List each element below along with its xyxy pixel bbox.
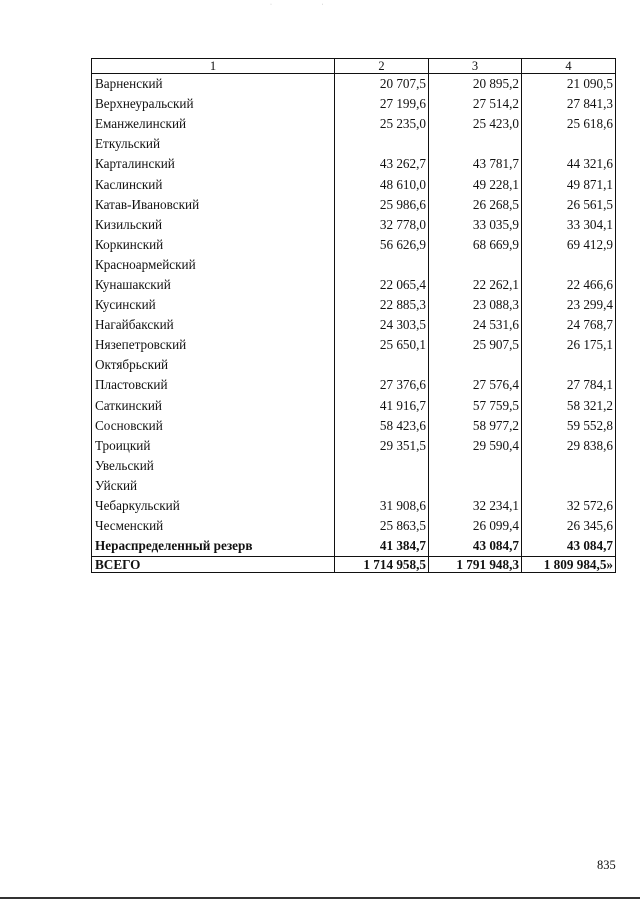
value-cell-col2: 41 916,7 bbox=[335, 396, 429, 416]
value-cell-col3: 49 228,1 bbox=[429, 174, 522, 194]
value-cell-col2: 43 262,7 bbox=[335, 154, 429, 174]
value-cell-col4: 49 871,1 bbox=[522, 174, 616, 194]
value-cell-col2 bbox=[335, 456, 429, 476]
table-row bbox=[92, 74, 616, 95]
table-row bbox=[92, 94, 616, 114]
column-header: 4 bbox=[522, 59, 616, 74]
value-cell-col4: 44 321,6 bbox=[522, 154, 616, 174]
district-name-cell: Сосновский bbox=[92, 416, 335, 436]
table-row bbox=[92, 154, 616, 174]
value-cell-col4 bbox=[522, 456, 616, 476]
value-cell-col2: 22 885,3 bbox=[335, 295, 429, 315]
value-cell-col3: 29 590,4 bbox=[429, 436, 522, 456]
value-cell-col3: 20 895,2 bbox=[429, 74, 522, 95]
table-row bbox=[92, 174, 616, 194]
table-row bbox=[92, 355, 616, 375]
district-name-cell: Уйский bbox=[92, 476, 335, 496]
value-cell-col3: 26 099,4 bbox=[429, 516, 522, 536]
value-cell-col2 bbox=[335, 134, 429, 154]
district-name-cell: Октябрьский bbox=[92, 355, 335, 375]
district-name-cell: Нязепетровский bbox=[92, 335, 335, 355]
value-cell-col2: 31 908,6 bbox=[335, 496, 429, 516]
value-cell-col2: 27 376,6 bbox=[335, 375, 429, 395]
table-row bbox=[92, 255, 616, 275]
table-row bbox=[92, 416, 616, 436]
district-name-cell: Нагайбакский bbox=[92, 315, 335, 335]
value-cell-col2: 25 863,5 bbox=[335, 516, 429, 536]
value-cell-col3: 1 791 948,3 bbox=[429, 557, 522, 573]
value-cell-col4: 58 321,2 bbox=[522, 396, 616, 416]
table-row bbox=[92, 375, 616, 395]
value-cell-col4: 43 084,7 bbox=[522, 536, 616, 557]
value-cell-col4: 29 838,6 bbox=[522, 436, 616, 456]
value-cell-col4: 27 784,1 bbox=[522, 375, 616, 395]
value-cell-col4: 26 561,5 bbox=[522, 195, 616, 215]
value-cell-col3: 25 907,5 bbox=[429, 335, 522, 355]
district-name-cell: Катав-Ивановский bbox=[92, 195, 335, 215]
value-cell-col4: 59 552,8 bbox=[522, 416, 616, 436]
value-cell-col4: 32 572,6 bbox=[522, 496, 616, 516]
table-row bbox=[92, 275, 616, 295]
value-cell-col3 bbox=[429, 476, 522, 496]
value-cell-col3 bbox=[429, 255, 522, 275]
page-number: 835 bbox=[597, 858, 616, 872]
table-row bbox=[92, 456, 616, 476]
value-cell-col3: 22 262,1 bbox=[429, 275, 522, 295]
table-row bbox=[92, 516, 616, 536]
value-cell-col3: 33 035,9 bbox=[429, 215, 522, 235]
value-cell-col3: 27 576,4 bbox=[429, 375, 522, 395]
table-row bbox=[92, 134, 616, 154]
value-cell-col4: 69 412,9 bbox=[522, 235, 616, 255]
district-name-cell: Коркинский bbox=[92, 235, 335, 255]
value-cell-col3: 43 781,7 bbox=[429, 154, 522, 174]
table-row bbox=[92, 295, 616, 315]
value-cell-col3: 58 977,2 bbox=[429, 416, 522, 436]
table-row bbox=[92, 235, 616, 255]
district-name-cell: Каслинский bbox=[92, 174, 335, 194]
value-cell-col2: 25 986,6 bbox=[335, 195, 429, 215]
table-row bbox=[92, 436, 616, 456]
value-cell-col4: 27 841,3 bbox=[522, 94, 616, 114]
table-row bbox=[92, 476, 616, 496]
value-cell-col4: 26 345,6 bbox=[522, 516, 616, 536]
value-cell-col4: 22 466,6 bbox=[522, 275, 616, 295]
district-name-cell: Саткинский bbox=[92, 396, 335, 416]
column-header: 1 bbox=[92, 59, 335, 74]
table-row bbox=[92, 195, 616, 215]
value-cell-col4: 23 299,4 bbox=[522, 295, 616, 315]
value-cell-col3: 26 268,5 bbox=[429, 195, 522, 215]
value-cell-col2: 25 650,1 bbox=[335, 335, 429, 355]
district-name-cell: Кусинский bbox=[92, 295, 335, 315]
table-header-row bbox=[92, 59, 616, 74]
value-cell-col3: 57 759,5 bbox=[429, 396, 522, 416]
district-name-cell: Кунашакский bbox=[92, 275, 335, 295]
total-row bbox=[92, 557, 616, 573]
value-cell-col3: 32 234,1 bbox=[429, 496, 522, 516]
value-cell-col2: 41 384,7 bbox=[335, 536, 429, 557]
value-cell-col2: 27 199,6 bbox=[335, 94, 429, 114]
value-cell-col3 bbox=[429, 456, 522, 476]
value-cell-col2: 25 235,0 bbox=[335, 114, 429, 134]
district-name-cell: Красноармейский bbox=[92, 255, 335, 275]
table-body bbox=[92, 59, 616, 573]
table-row bbox=[92, 396, 616, 416]
value-cell-col4: 33 304,1 bbox=[522, 215, 616, 235]
value-cell-col3 bbox=[429, 134, 522, 154]
value-cell-col2 bbox=[335, 355, 429, 375]
value-cell-col4 bbox=[522, 134, 616, 154]
value-cell-col2: 22 065,4 bbox=[335, 275, 429, 295]
value-cell-col3 bbox=[429, 355, 522, 375]
scan-speck-marks: · · bbox=[270, 2, 348, 8]
value-cell-col2: 24 303,5 bbox=[335, 315, 429, 335]
district-name-cell: Карталинский bbox=[92, 154, 335, 174]
value-cell-col2: 1 714 958,5 bbox=[335, 557, 429, 573]
district-name-cell: Кизильский bbox=[92, 215, 335, 235]
district-name-cell: Чебаркульский bbox=[92, 496, 335, 516]
district-name-cell: ВСЕГО bbox=[92, 557, 335, 573]
value-cell-col4 bbox=[522, 355, 616, 375]
value-cell-col4 bbox=[522, 255, 616, 275]
district-name-cell: Верхнеуральский bbox=[92, 94, 335, 114]
district-name-cell: Варненский bbox=[92, 74, 335, 95]
value-cell-col3: 68 669,9 bbox=[429, 235, 522, 255]
table-row bbox=[92, 496, 616, 516]
value-cell-col3: 23 088,3 bbox=[429, 295, 522, 315]
column-header: 3 bbox=[429, 59, 522, 74]
value-cell-col3: 24 531,6 bbox=[429, 315, 522, 335]
value-cell-col3: 25 423,0 bbox=[429, 114, 522, 134]
value-cell-col3: 27 514,2 bbox=[429, 94, 522, 114]
column-header: 2 bbox=[335, 59, 429, 74]
value-cell-col2: 20 707,5 bbox=[335, 74, 429, 95]
table-row bbox=[92, 315, 616, 335]
district-name-cell: Нераспределенный резерв bbox=[92, 536, 335, 557]
district-name-cell: Троицкий bbox=[92, 436, 335, 456]
value-cell-col4: 21 090,5 bbox=[522, 74, 616, 95]
value-cell-col2: 48 610,0 bbox=[335, 174, 429, 194]
district-name-cell: Еманжелинский bbox=[92, 114, 335, 134]
district-name-cell: Увельский bbox=[92, 456, 335, 476]
value-cell-col3: 43 084,7 bbox=[429, 536, 522, 557]
value-cell-col4: 26 175,1 bbox=[522, 335, 616, 355]
district-name-cell: Чесменский bbox=[92, 516, 335, 536]
value-cell-col2 bbox=[335, 476, 429, 496]
value-cell-col2: 29 351,5 bbox=[335, 436, 429, 456]
table-row bbox=[92, 335, 616, 355]
table-row bbox=[92, 215, 616, 235]
budget-table bbox=[91, 58, 616, 573]
value-cell-col2: 32 778,0 bbox=[335, 215, 429, 235]
value-cell-col2 bbox=[335, 255, 429, 275]
value-cell-col2: 58 423,6 bbox=[335, 416, 429, 436]
value-cell-col2: 56 626,9 bbox=[335, 235, 429, 255]
page-bottom-border bbox=[0, 897, 640, 899]
value-cell-col4: 24 768,7 bbox=[522, 315, 616, 335]
district-name-cell: Еткульский bbox=[92, 134, 335, 154]
table-row bbox=[92, 114, 616, 134]
value-cell-col4 bbox=[522, 476, 616, 496]
table-row bbox=[92, 536, 616, 557]
value-cell-col4: 1 809 984,5» bbox=[522, 557, 616, 573]
district-name-cell: Пластовский bbox=[92, 375, 335, 395]
value-cell-col4: 25 618,6 bbox=[522, 114, 616, 134]
